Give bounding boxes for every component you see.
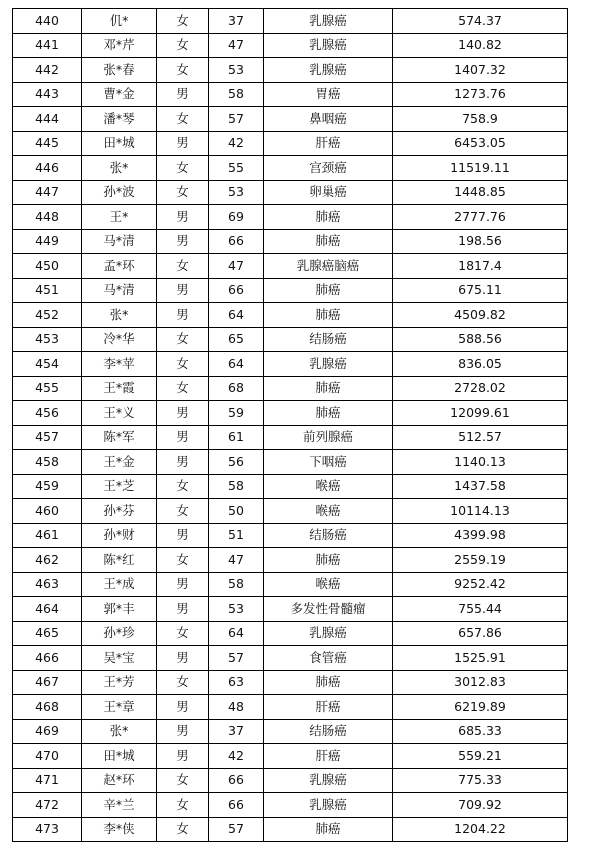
cell-age: 48 [209, 695, 264, 720]
cell-amount: 198.56 [393, 229, 568, 254]
cell-gender: 女 [157, 327, 209, 352]
cell-diagnosis: 喉癌 [264, 499, 393, 524]
cell-serial-number: 467 [13, 670, 82, 695]
cell-diagnosis: 卵巢癌 [264, 180, 393, 205]
cell-serial-number: 464 [13, 597, 82, 622]
cell-gender: 男 [157, 597, 209, 622]
cell-diagnosis: 鼻咽癌 [264, 107, 393, 132]
cell-serial-number: 462 [13, 548, 82, 573]
cell-age: 64 [209, 621, 264, 646]
cell-age: 61 [209, 425, 264, 450]
cell-serial-number: 444 [13, 107, 82, 132]
cell-serial-number: 466 [13, 646, 82, 671]
cell-gender: 女 [157, 548, 209, 573]
table-row [13, 58, 568, 83]
table-row [13, 180, 568, 205]
cell-amount: 559.21 [393, 744, 568, 769]
cell-age: 66 [209, 229, 264, 254]
cell-serial-number: 454 [13, 352, 82, 377]
cell-gender: 女 [157, 107, 209, 132]
cell-serial-number: 449 [13, 229, 82, 254]
cell-amount: 10114.13 [393, 499, 568, 524]
cell-amount: 4399.98 [393, 523, 568, 548]
cell-serial-number: 445 [13, 131, 82, 156]
cell-diagnosis: 肺癌 [264, 205, 393, 230]
cell-diagnosis: 喉癌 [264, 474, 393, 499]
cell-patient-name: 孟*环 [82, 254, 157, 279]
table-row [13, 327, 568, 352]
cell-age: 64 [209, 303, 264, 328]
table-row [13, 572, 568, 597]
cell-gender: 男 [157, 744, 209, 769]
cell-diagnosis: 前列腺癌 [264, 425, 393, 450]
cell-serial-number: 470 [13, 744, 82, 769]
cell-gender: 女 [157, 670, 209, 695]
cell-amount: 6453.05 [393, 131, 568, 156]
cell-diagnosis: 下咽癌 [264, 450, 393, 475]
cell-patient-name: 张* [82, 303, 157, 328]
records-table [12, 8, 568, 842]
cell-age: 64 [209, 352, 264, 377]
cell-serial-number: 440 [13, 9, 82, 34]
cell-amount: 1140.13 [393, 450, 568, 475]
cell-age: 53 [209, 597, 264, 622]
cell-diagnosis: 乳腺癌 [264, 9, 393, 34]
table-row [13, 107, 568, 132]
cell-amount: 675.11 [393, 278, 568, 303]
cell-serial-number: 472 [13, 793, 82, 818]
cell-serial-number: 457 [13, 425, 82, 450]
cell-gender: 男 [157, 82, 209, 107]
cell-gender: 男 [157, 229, 209, 254]
cell-patient-name: 王*章 [82, 695, 157, 720]
cell-age: 65 [209, 327, 264, 352]
cell-diagnosis: 乳腺癌 [264, 352, 393, 377]
cell-age: 47 [209, 33, 264, 58]
cell-diagnosis: 喉癌 [264, 572, 393, 597]
cell-serial-number: 468 [13, 695, 82, 720]
cell-age: 37 [209, 719, 264, 744]
cell-patient-name: 马*清 [82, 278, 157, 303]
cell-amount: 758.9 [393, 107, 568, 132]
cell-diagnosis: 胃癌 [264, 82, 393, 107]
cell-patient-name: 赵*环 [82, 768, 157, 793]
cell-gender: 女 [157, 254, 209, 279]
cell-diagnosis: 乳腺癌 [264, 793, 393, 818]
cell-patient-name: 王*义 [82, 401, 157, 426]
cell-amount: 12099.61 [393, 401, 568, 426]
cell-diagnosis: 肝癌 [264, 131, 393, 156]
table-row [13, 131, 568, 156]
cell-serial-number: 459 [13, 474, 82, 499]
cell-amount: 512.57 [393, 425, 568, 450]
cell-patient-name: 王*霞 [82, 376, 157, 401]
cell-age: 57 [209, 107, 264, 132]
cell-diagnosis: 肺癌 [264, 401, 393, 426]
cell-amount: 1525.91 [393, 646, 568, 671]
table-row [13, 278, 568, 303]
cell-age: 42 [209, 131, 264, 156]
cell-diagnosis: 乳腺癌 [264, 33, 393, 58]
cell-gender: 女 [157, 9, 209, 34]
cell-patient-name: 陈*红 [82, 548, 157, 573]
cell-serial-number: 443 [13, 82, 82, 107]
cell-patient-name: 曹*金 [82, 82, 157, 107]
cell-gender: 男 [157, 131, 209, 156]
cell-gender: 男 [157, 278, 209, 303]
cell-amount: 836.05 [393, 352, 568, 377]
cell-patient-name: 冷*华 [82, 327, 157, 352]
cell-age: 58 [209, 82, 264, 107]
table-row [13, 450, 568, 475]
cell-patient-name: 王*成 [82, 572, 157, 597]
table-row [13, 817, 568, 842]
cell-patient-name: 张* [82, 156, 157, 181]
cell-age: 57 [209, 817, 264, 842]
cell-amount: 709.92 [393, 793, 568, 818]
cell-patient-name: 潘*琴 [82, 107, 157, 132]
table-row [13, 523, 568, 548]
cell-patient-name: 王*芳 [82, 670, 157, 695]
cell-patient-name: 孙*波 [82, 180, 157, 205]
cell-diagnosis: 结肠癌 [264, 523, 393, 548]
cell-serial-number: 451 [13, 278, 82, 303]
cell-diagnosis: 宫颈癌 [264, 156, 393, 181]
cell-gender: 女 [157, 621, 209, 646]
cell-patient-name: 王*金 [82, 450, 157, 475]
cell-amount: 9252.42 [393, 572, 568, 597]
cell-amount: 1817.4 [393, 254, 568, 279]
table-row [13, 33, 568, 58]
cell-age: 51 [209, 523, 264, 548]
table-row [13, 82, 568, 107]
cell-gender: 女 [157, 352, 209, 377]
cell-amount: 2777.76 [393, 205, 568, 230]
cell-amount: 1273.76 [393, 82, 568, 107]
cell-patient-name: 邓*芹 [82, 33, 157, 58]
cell-diagnosis: 结肠癌 [264, 719, 393, 744]
cell-patient-name: 田*城 [82, 131, 157, 156]
cell-gender: 女 [157, 793, 209, 818]
cell-age: 66 [209, 278, 264, 303]
cell-gender: 女 [157, 58, 209, 83]
cell-amount: 2559.19 [393, 548, 568, 573]
cell-diagnosis: 肺癌 [264, 670, 393, 695]
table-row [13, 793, 568, 818]
cell-amount: 140.82 [393, 33, 568, 58]
cell-age: 68 [209, 376, 264, 401]
cell-age: 57 [209, 646, 264, 671]
cell-serial-number: 441 [13, 33, 82, 58]
cell-serial-number: 450 [13, 254, 82, 279]
table-row [13, 597, 568, 622]
cell-serial-number: 458 [13, 450, 82, 475]
table-row [13, 621, 568, 646]
cell-amount: 588.56 [393, 327, 568, 352]
cell-amount: 1437.58 [393, 474, 568, 499]
cell-gender: 男 [157, 401, 209, 426]
cell-serial-number: 446 [13, 156, 82, 181]
table-row [13, 768, 568, 793]
cell-gender: 女 [157, 180, 209, 205]
cell-gender: 女 [157, 376, 209, 401]
cell-diagnosis: 肝癌 [264, 744, 393, 769]
table-row [13, 9, 568, 34]
table-row [13, 499, 568, 524]
table-row [13, 646, 568, 671]
cell-gender: 女 [157, 768, 209, 793]
cell-diagnosis: 肺癌 [264, 817, 393, 842]
cell-gender: 男 [157, 425, 209, 450]
cell-serial-number: 461 [13, 523, 82, 548]
cell-amount: 775.33 [393, 768, 568, 793]
cell-serial-number: 448 [13, 205, 82, 230]
cell-gender: 女 [157, 474, 209, 499]
cell-patient-name: 孙*财 [82, 523, 157, 548]
cell-age: 56 [209, 450, 264, 475]
cell-age: 55 [209, 156, 264, 181]
table-row [13, 205, 568, 230]
table-row [13, 229, 568, 254]
cell-age: 66 [209, 793, 264, 818]
cell-patient-name: 马*清 [82, 229, 157, 254]
cell-diagnosis: 食管癌 [264, 646, 393, 671]
cell-gender: 女 [157, 817, 209, 842]
cell-age: 53 [209, 58, 264, 83]
cell-gender: 男 [157, 523, 209, 548]
cell-diagnosis: 结肠癌 [264, 327, 393, 352]
cell-age: 66 [209, 768, 264, 793]
cell-age: 37 [209, 9, 264, 34]
table-row [13, 670, 568, 695]
cell-age: 58 [209, 572, 264, 597]
table-row [13, 303, 568, 328]
cell-diagnosis: 乳腺癌 [264, 621, 393, 646]
table-row [13, 376, 568, 401]
table-row [13, 548, 568, 573]
cell-serial-number: 453 [13, 327, 82, 352]
cell-patient-name: 仉* [82, 9, 157, 34]
cell-serial-number: 460 [13, 499, 82, 524]
cell-gender: 男 [157, 572, 209, 597]
cell-gender: 男 [157, 719, 209, 744]
table-row [13, 425, 568, 450]
cell-patient-name: 郭*丰 [82, 597, 157, 622]
cell-serial-number: 471 [13, 768, 82, 793]
cell-serial-number: 455 [13, 376, 82, 401]
cell-diagnosis: 肝癌 [264, 695, 393, 720]
cell-amount: 4509.82 [393, 303, 568, 328]
cell-amount: 2728.02 [393, 376, 568, 401]
cell-gender: 女 [157, 156, 209, 181]
cell-serial-number: 456 [13, 401, 82, 426]
cell-age: 50 [209, 499, 264, 524]
cell-diagnosis: 肺癌 [264, 548, 393, 573]
records-table-body [13, 9, 568, 842]
cell-age: 69 [209, 205, 264, 230]
cell-patient-name: 陈*军 [82, 425, 157, 450]
cell-gender: 女 [157, 33, 209, 58]
cell-age: 47 [209, 548, 264, 573]
cell-gender: 男 [157, 450, 209, 475]
cell-diagnosis: 肺癌 [264, 376, 393, 401]
table-row [13, 254, 568, 279]
cell-amount: 574.37 [393, 9, 568, 34]
table-row [13, 156, 568, 181]
cell-amount: 657.86 [393, 621, 568, 646]
cell-patient-name: 张* [82, 719, 157, 744]
cell-gender: 男 [157, 646, 209, 671]
cell-gender: 女 [157, 499, 209, 524]
cell-serial-number: 463 [13, 572, 82, 597]
cell-patient-name: 田*城 [82, 744, 157, 769]
cell-serial-number: 452 [13, 303, 82, 328]
cell-amount: 6219.89 [393, 695, 568, 720]
cell-amount: 1407.32 [393, 58, 568, 83]
cell-age: 53 [209, 180, 264, 205]
cell-patient-name: 吴*宝 [82, 646, 157, 671]
cell-patient-name: 李*侠 [82, 817, 157, 842]
cell-amount: 11519.11 [393, 156, 568, 181]
cell-diagnosis: 乳腺癌 [264, 58, 393, 83]
cell-patient-name: 孙*珍 [82, 621, 157, 646]
cell-age: 47 [209, 254, 264, 279]
cell-diagnosis: 肺癌 [264, 303, 393, 328]
cell-diagnosis: 乳腺癌 [264, 768, 393, 793]
table-row [13, 352, 568, 377]
table-row [13, 719, 568, 744]
cell-diagnosis: 肺癌 [264, 229, 393, 254]
cell-patient-name: 孙*芬 [82, 499, 157, 524]
cell-serial-number: 465 [13, 621, 82, 646]
cell-amount: 755.44 [393, 597, 568, 622]
table-row [13, 744, 568, 769]
table-row [13, 401, 568, 426]
cell-patient-name: 王* [82, 205, 157, 230]
table-row [13, 695, 568, 720]
cell-amount: 1204.22 [393, 817, 568, 842]
cell-gender: 男 [157, 695, 209, 720]
cell-age: 59 [209, 401, 264, 426]
cell-diagnosis: 乳腺癌脑癌 [264, 254, 393, 279]
cell-age: 58 [209, 474, 264, 499]
table-row [13, 474, 568, 499]
cell-serial-number: 442 [13, 58, 82, 83]
cell-patient-name: 张*春 [82, 58, 157, 83]
cell-age: 63 [209, 670, 264, 695]
cell-diagnosis: 肺癌 [264, 278, 393, 303]
cell-age: 42 [209, 744, 264, 769]
cell-gender: 男 [157, 205, 209, 230]
cell-patient-name: 李*苹 [82, 352, 157, 377]
cell-amount: 3012.83 [393, 670, 568, 695]
cell-serial-number: 447 [13, 180, 82, 205]
cell-diagnosis: 多发性骨髓瘤 [264, 597, 393, 622]
cell-gender: 男 [157, 303, 209, 328]
cell-amount: 1448.85 [393, 180, 568, 205]
cell-patient-name: 辛*兰 [82, 793, 157, 818]
cell-serial-number: 473 [13, 817, 82, 842]
cell-amount: 685.33 [393, 719, 568, 744]
cell-serial-number: 469 [13, 719, 82, 744]
cell-patient-name: 王*芝 [82, 474, 157, 499]
